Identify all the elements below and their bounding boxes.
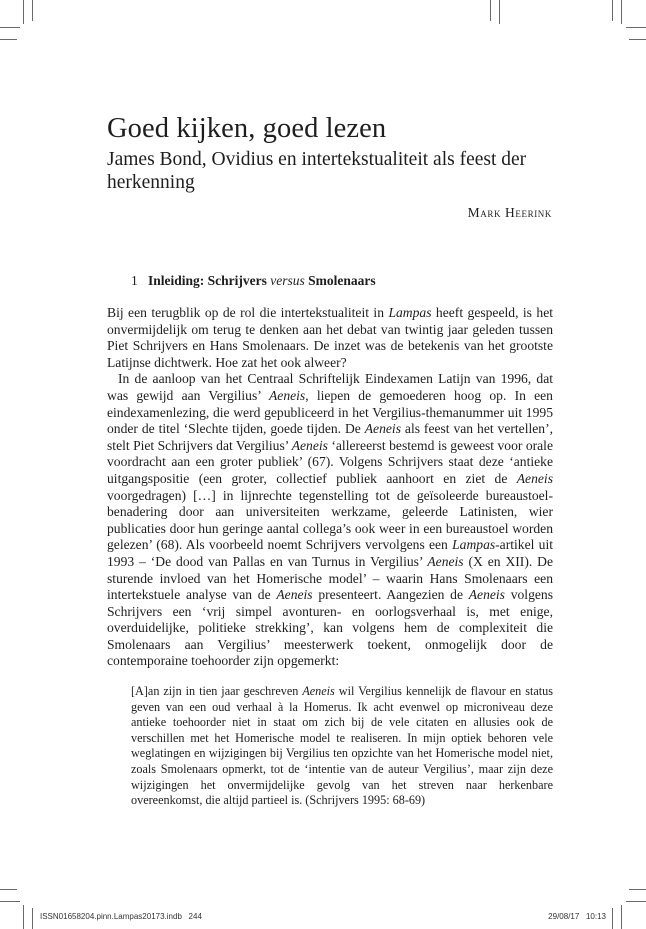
text-run: -artikel uit 1993 – ‘De dood van Pallas en van Turnus in Vergilius’: [107, 537, 553, 569]
italic-run: Aeneis: [516, 470, 553, 486]
crop-mark-bottom-left-3: [23, 905, 24, 929]
quote-paragraph: [131, 684, 553, 809]
crop-mark-top-right-1: [490, 0, 491, 21]
section-heading-italic: versus: [270, 273, 305, 288]
text-run: (X en XII). De sturende invloed van het Homerische model’ – waarin Hans Smolenaars een intertekstuele analyse van de: [107, 553, 553, 603]
italic-run: Aeneis: [268, 387, 306, 403]
print-slug-file: ISSN01658204.pinn.Lampas20173.indb 244: [40, 912, 202, 921]
crop-mark-bottom-left-1: [0, 889, 17, 890]
italic-run: Aeneis: [302, 684, 335, 698]
text-run: ‘allereerst bestemd is geweest voor orale voordracht aan een groter publiek’ (67). Volgens Schrijvers staat deze ‘antieke uitgangspositie (een groter, collectief publiek aanhoort en ziet de: [107, 437, 553, 486]
crop-mark-top-left-4: [0, 39, 17, 40]
crop-mark-bottom-right-3: [612, 908, 613, 929]
body-text: [107, 305, 553, 670]
text-run: presenteert. Aangezien de: [312, 587, 469, 603]
text-run: In de aanloop van het Centraal Schriftelijk Eindexamen Latijn van 1996, dat was gewijd aan Vergilius’: [107, 371, 553, 403]
text-run: heeft gespeeld, is het onvermijdelijk om terug te denken aan het debat van twintig jaar geleden tussen Piet Schrijvers en Hans Smolenaars. De inzet was de betekenis van het grootste Latijnse dichtwerk. Hoe zat het ook alweer?: [107, 305, 553, 370]
italic-run: Aeneis: [468, 587, 505, 603]
text-run: als feest van het vertellen’, stelt Piet Schrijvers dat Vergilius’: [107, 421, 554, 453]
italic-run: Aeneis: [427, 553, 464, 569]
crop-mark-top-right-3: [626, 27, 646, 28]
paragraph-1: [107, 305, 553, 371]
crop-mark-bottom-right-1: [629, 889, 646, 890]
section-heading: [148, 273, 376, 289]
crop-mark-top-left-3: [0, 27, 20, 28]
crop-mark-top-right-2: [499, 0, 500, 24]
article-subtitle: James Bond, Ovidius en intertekstualiteit als feest der herkenning: [107, 149, 527, 193]
text-run: Bij een terugblik op de rol die intertekstualiteit in: [107, 305, 389, 320]
author-name: Mark Heerink: [467, 205, 552, 220]
section-heading-text: Inleiding: Schrijvers: [148, 273, 271, 288]
text-run: volgens Schrijvers een ‘vrij simpel avonturen- en oorlogsverhaal is, met enige, overduidelijke, politieke strekking’, kan volgens hem de complexiteit die Smolenaars aan Vergilius’ meesterwerk toekent, onmogelijk door de contemporaine toehoorder zijn opgemerkt:: [107, 587, 553, 669]
crop-mark-bottom-right-4: [621, 905, 622, 929]
crop-mark-top-right-2b: [621, 0, 622, 24]
crop-mark-bottom-left-2: [0, 901, 20, 902]
text-run: wil Vergilius kennelijk de flavour en status geven van een oud verhaal à la Homerus. Ik acht evenwel op microniveau deze antieke toehoorder niet in staat om zich bij de vele citaten en allusies ook de verschillen met het Homerische model te realiseren. In mijn optiek behoren vele weglatingen en wijzigingen bij Vergilius ten opzichte van het Homerische model niet, zoals Smolenaars opmerkt, tot de ‘intentie van de auteur Vergilius’, maar zijn deze wijzigingen het onvermijdelijke gevolg van het streven naar herkenbare overeenkomst, die altijd partieel is. (Schrijvers 1995: 68-69): [131, 684, 554, 808]
italic-run: Lampas: [388, 305, 432, 320]
italic-run: Aeneis: [291, 437, 328, 453]
section-number: 1: [131, 273, 138, 288]
text-run: , liepen de gemoederen hoog op. In een eindexamenlezing, die werd gepubliceerd in het Vergilius-themanummer uit 1995 onder de titel ‘Slechte tijden, goede tijden. De: [107, 387, 553, 437]
italic-run: Lampas: [452, 537, 496, 553]
crop-mark-top-right-1b: [612, 0, 613, 21]
crop-mark-bottom-right-2: [626, 901, 646, 902]
crop-mark-top-left-2: [32, 0, 33, 21]
print-slug-datetime: 29/08/17 10:13: [548, 912, 606, 921]
block-quote: [131, 684, 553, 809]
crop-mark-top-right-4: [629, 39, 646, 40]
italic-run: Aeneis: [364, 421, 401, 437]
section-heading-text-end: Smolenaars: [304, 273, 376, 288]
crop-mark-bottom-left-4: [32, 908, 33, 929]
paragraph-2: [107, 371, 553, 670]
text-run: [A]an zijn in tien jaar geschreven: [131, 684, 303, 698]
italic-run: Aeneis: [276, 587, 313, 603]
article-title: Goed kijken, goed lezen: [107, 113, 387, 144]
crop-mark-top-left-1: [23, 0, 24, 24]
text-run: voorgedragen) […] in lijnrechte tegenstelling tot de geïsoleerde bureaustoel-benadering door aan universiteiten werkzame, geleerde Latinisten, wier publicaties door hun geringe aantal collega’s ook weer in een bureaustoel worden gelezen’ (68). Als voorbeeld noemt Schrijvers vervolgens een: [107, 487, 553, 553]
